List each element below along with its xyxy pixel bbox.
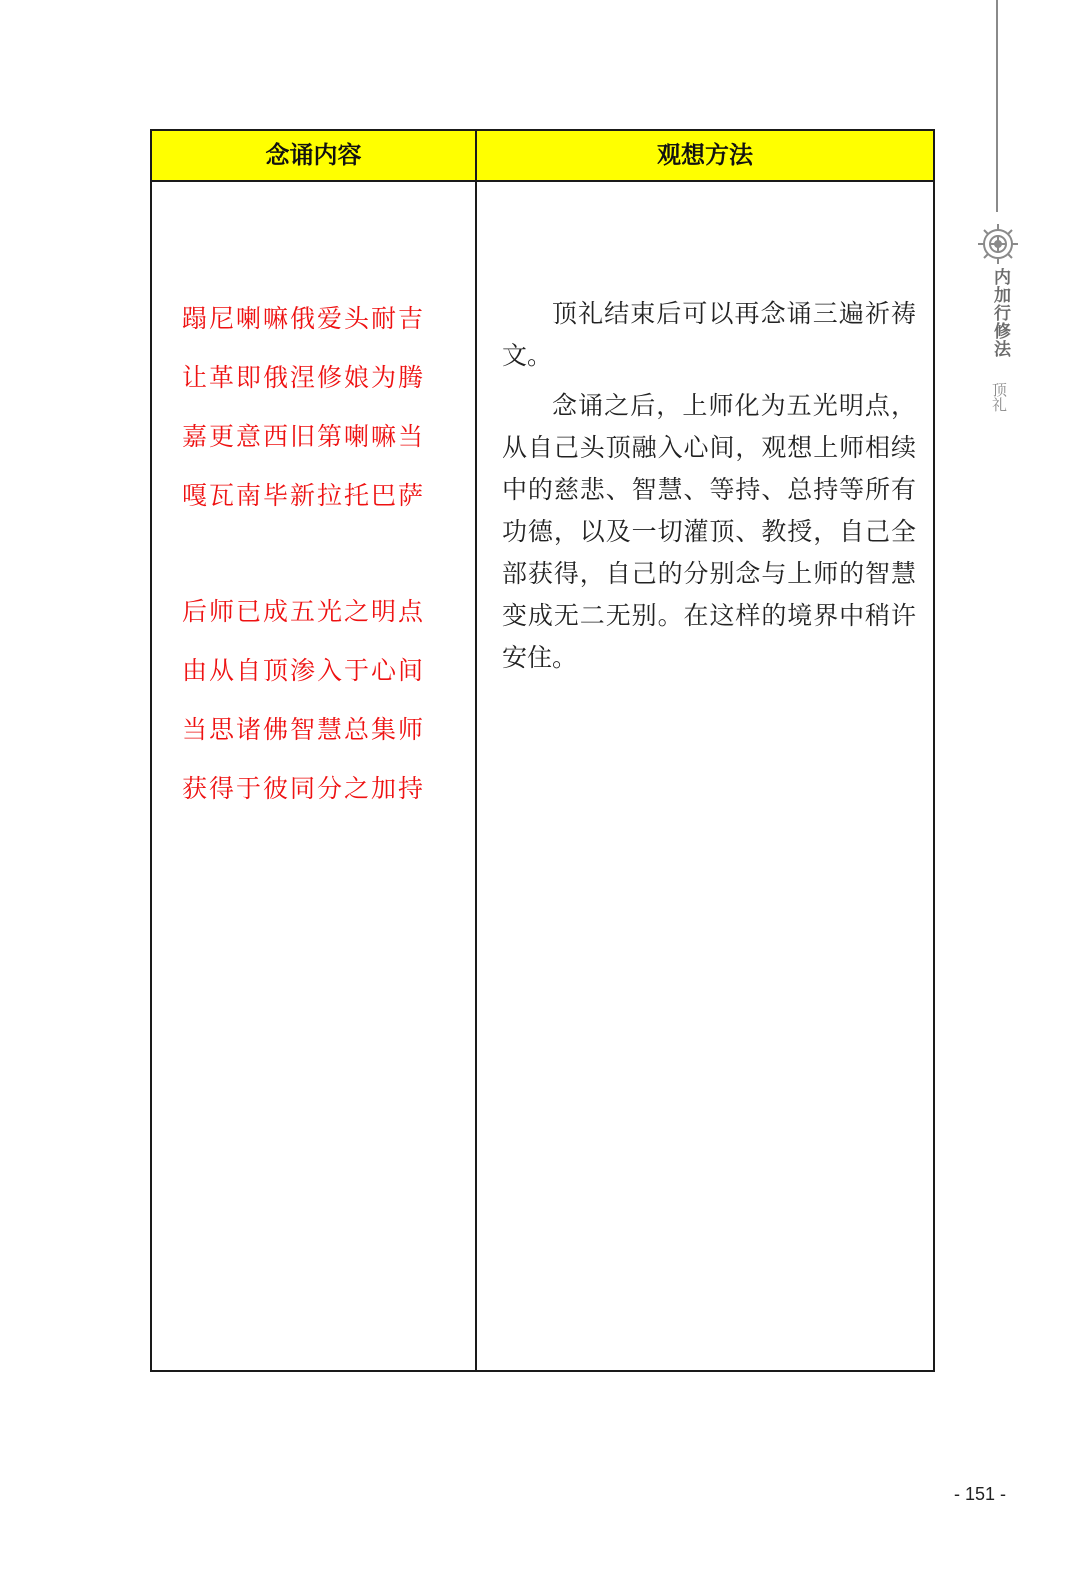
method-paragraph: 念诵之后，上师化为五光明点，从自己头顶融入心间，观想上师相续中的慈悲、智慧、等持、总持等所有功德，以及一切灌顶、教授，自己全部获得，自己的分别念与上师的智慧变成无二无别。在这样的境界中稍许安住。	[502, 391, 916, 672]
visualization-method	[502, 293, 916, 687]
chant-line: 嘎瓦南毕新拉托巴萨	[182, 481, 426, 510]
subsection-title: 顶礼	[990, 382, 1008, 412]
side-rule	[996, 0, 998, 212]
practice-table	[150, 129, 935, 1372]
table-header-row	[152, 131, 933, 182]
chant-line: 嘉更意西旧第喇嘛当	[182, 422, 426, 451]
method-paragraph: 顶礼结束后可以再念诵三遍祈祷文。	[502, 299, 916, 370]
chant-line: 当思诸佛智慧总集师	[182, 715, 426, 744]
dharma-wheel-icon	[976, 222, 1020, 266]
page-number: - 151 -	[953, 1484, 1007, 1504]
header-visualization: 观想方法	[657, 141, 753, 169]
header-recitation: 念诵内容	[265, 141, 362, 169]
chant-line: 后师已成五光之明点	[182, 597, 426, 626]
chant-stanza-1	[182, 299, 452, 535]
chant-line: 由从自顶渗入于心间	[182, 656, 426, 685]
column-divider	[475, 131, 477, 1370]
section-title: 内加行修法	[990, 268, 1010, 358]
chant-line: 让革即俄涅修娘为腾	[182, 363, 426, 392]
chant-line: 蹋尼喇嘛俄爱头耐吉	[182, 304, 426, 333]
chant-line: 获得于彼同分之加持	[182, 774, 426, 803]
chant-stanza-2	[182, 592, 452, 828]
